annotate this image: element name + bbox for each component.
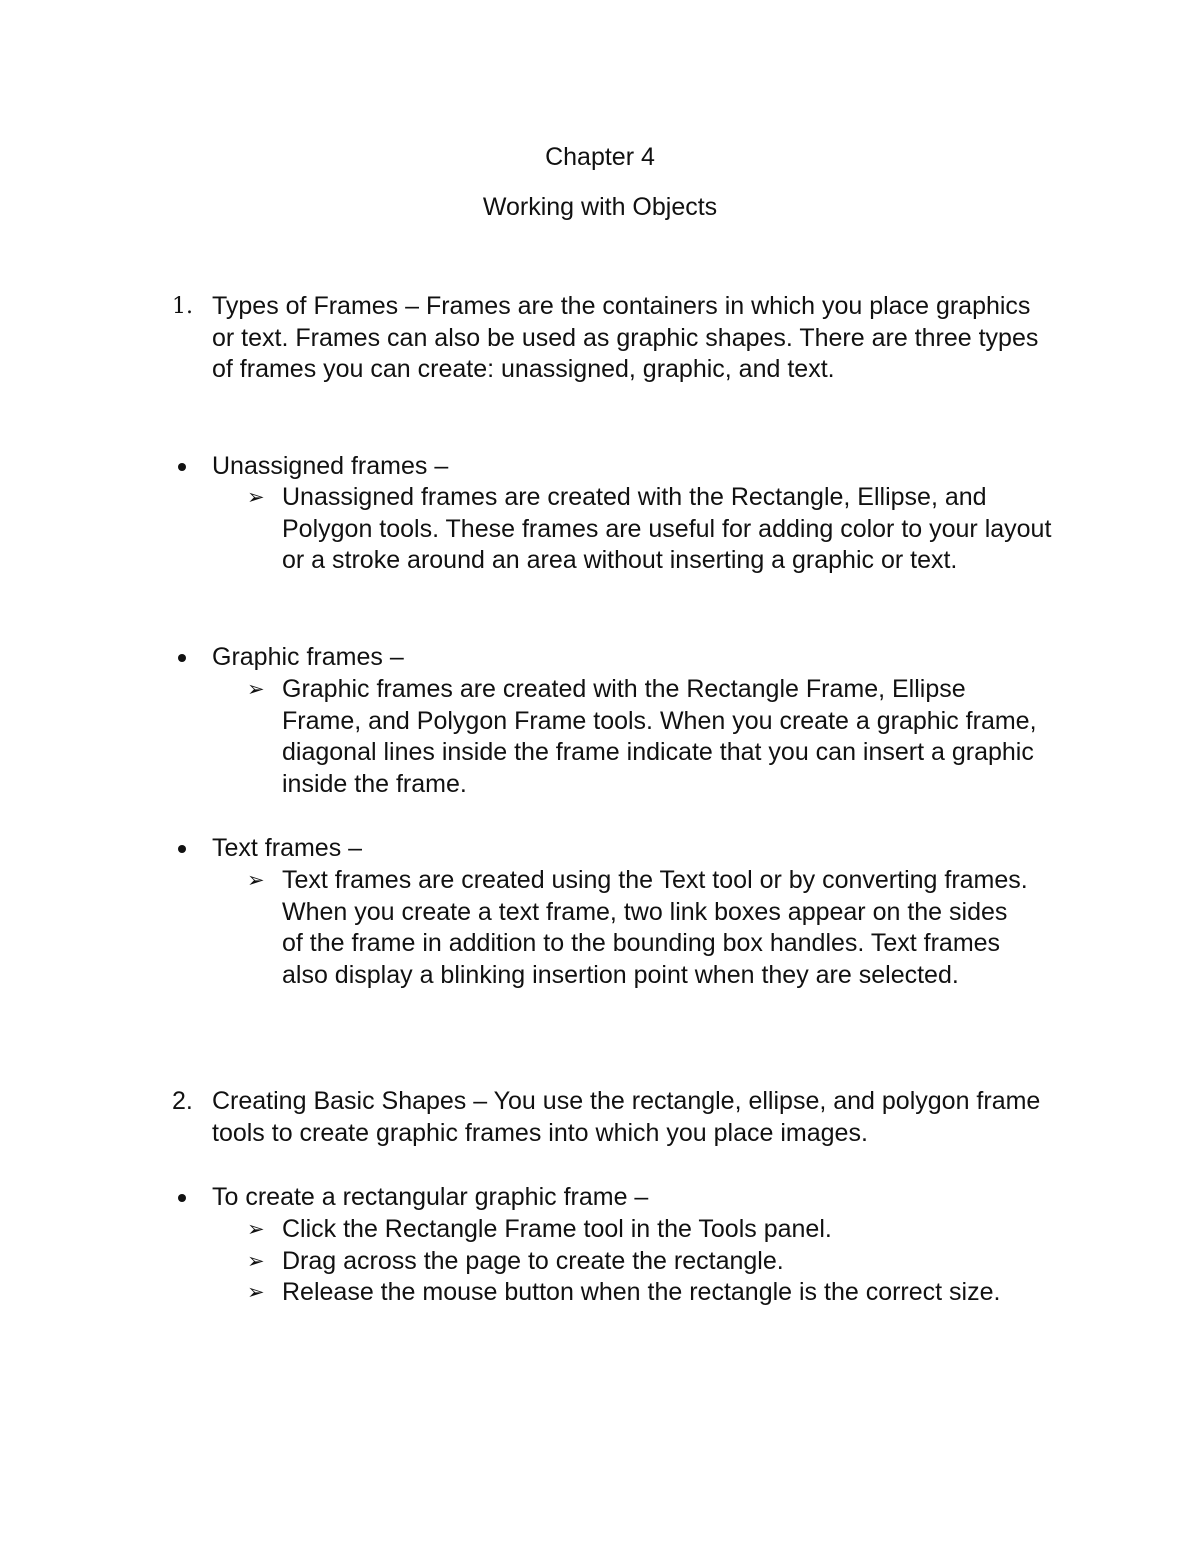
bullet-item: [172, 1182, 1072, 1214]
item-text: Creating Basic Shapes – You use the rectangle, ellipse, and polygon frame tools to create graphic frames into which you place images.: [212, 1087, 1041, 1147]
section-types-of-frames: [172, 291, 1052, 386]
item-number: 1.: [172, 294, 193, 319]
sub-item-text: Click the Rectangle Frame tool in the Tools panel.: [282, 1215, 832, 1243]
sub-text-frames: [242, 865, 1032, 992]
sub-unassigned-frames: [242, 482, 1072, 577]
bullet-item: [172, 642, 1072, 674]
section-creating-basic-shapes: [172, 1086, 1062, 1149]
bullet-label: Unassigned frames –: [212, 452, 449, 480]
arrow-bullet-icon: ➢: [247, 1280, 265, 1305]
sub-item-text: Text frames are created using the Text tool or by converting frames. When you create a text frame, two link boxes appear on the sides of the frame in addition to the bounding box handles. Text frames also display a blinking insertion point when they are selected.: [282, 866, 1028, 990]
sub-item: [242, 865, 1032, 992]
bullet-rectangular-frame: [172, 1182, 1072, 1214]
bullet-item: [172, 833, 1072, 865]
bullet-item: [172, 451, 1072, 483]
numbered-item: [172, 1086, 1062, 1149]
sub-item: [242, 1277, 1032, 1309]
arrow-bullet-icon: ➢: [247, 485, 265, 509]
sub-item-text: Unassigned frames are created with the Rectangle, Ellipse, and Polygon tools. These frames are useful for adding color to your layout or a stroke around an area without inserting a graphic or text.: [282, 483, 1052, 575]
bullet-unassigned-frames: [172, 451, 1072, 483]
sub-item: [242, 674, 1042, 801]
item-number: 2.: [172, 1087, 193, 1115]
bullet-graphic-frames: [172, 642, 1072, 674]
bullet-label: To create a rectangular graphic frame –: [212, 1183, 649, 1211]
bullet-dot-icon: [178, 1194, 186, 1202]
bullet-label: Graphic frames –: [212, 643, 404, 671]
chapter-number: Chapter 4: [545, 143, 655, 171]
numbered-item: [172, 291, 1052, 386]
arrow-bullet-icon: ➢: [247, 868, 265, 892]
sub-item: [242, 482, 1072, 577]
chapter-title: Working with Objects: [482, 193, 718, 221]
arrow-bullet-icon: ➢: [247, 1217, 265, 1241]
arrow-bullet-icon: ➢: [247, 677, 265, 701]
sub-rectangular-steps: [242, 1214, 1032, 1309]
item-text: Types of Frames – Frames are the containers in which you place graphics or text. Frames can also be used as graphic shapes. There are three types of frames you can create: unassigned, graphic, and text.: [212, 292, 1039, 384]
sub-item: [242, 1246, 1032, 1278]
bullet-dot-icon: [178, 654, 186, 662]
bullet-dot-icon: [178, 845, 186, 853]
sub-graphic-frames: [242, 674, 1042, 801]
sub-item-text: Graphic frames are created with the Rectangle Frame, Ellipse Frame, and Polygon Frame tools. When you create a graphic frame, diagonal lines inside the frame indicate that you can insert a graphic inside the frame.: [282, 675, 1037, 799]
sub-item-text: Drag across the page to create the rectangle.: [282, 1246, 784, 1275]
bullet-text-frames: [172, 833, 1072, 865]
bullet-dot-icon: [178, 463, 186, 471]
arrow-bullet-icon: ➢: [247, 1248, 265, 1273]
sub-item: [242, 1214, 1032, 1246]
sub-item-text: Release the mouse button when the rectangle is the correct size.: [282, 1278, 1001, 1307]
bullet-label: Text frames –: [212, 834, 363, 862]
